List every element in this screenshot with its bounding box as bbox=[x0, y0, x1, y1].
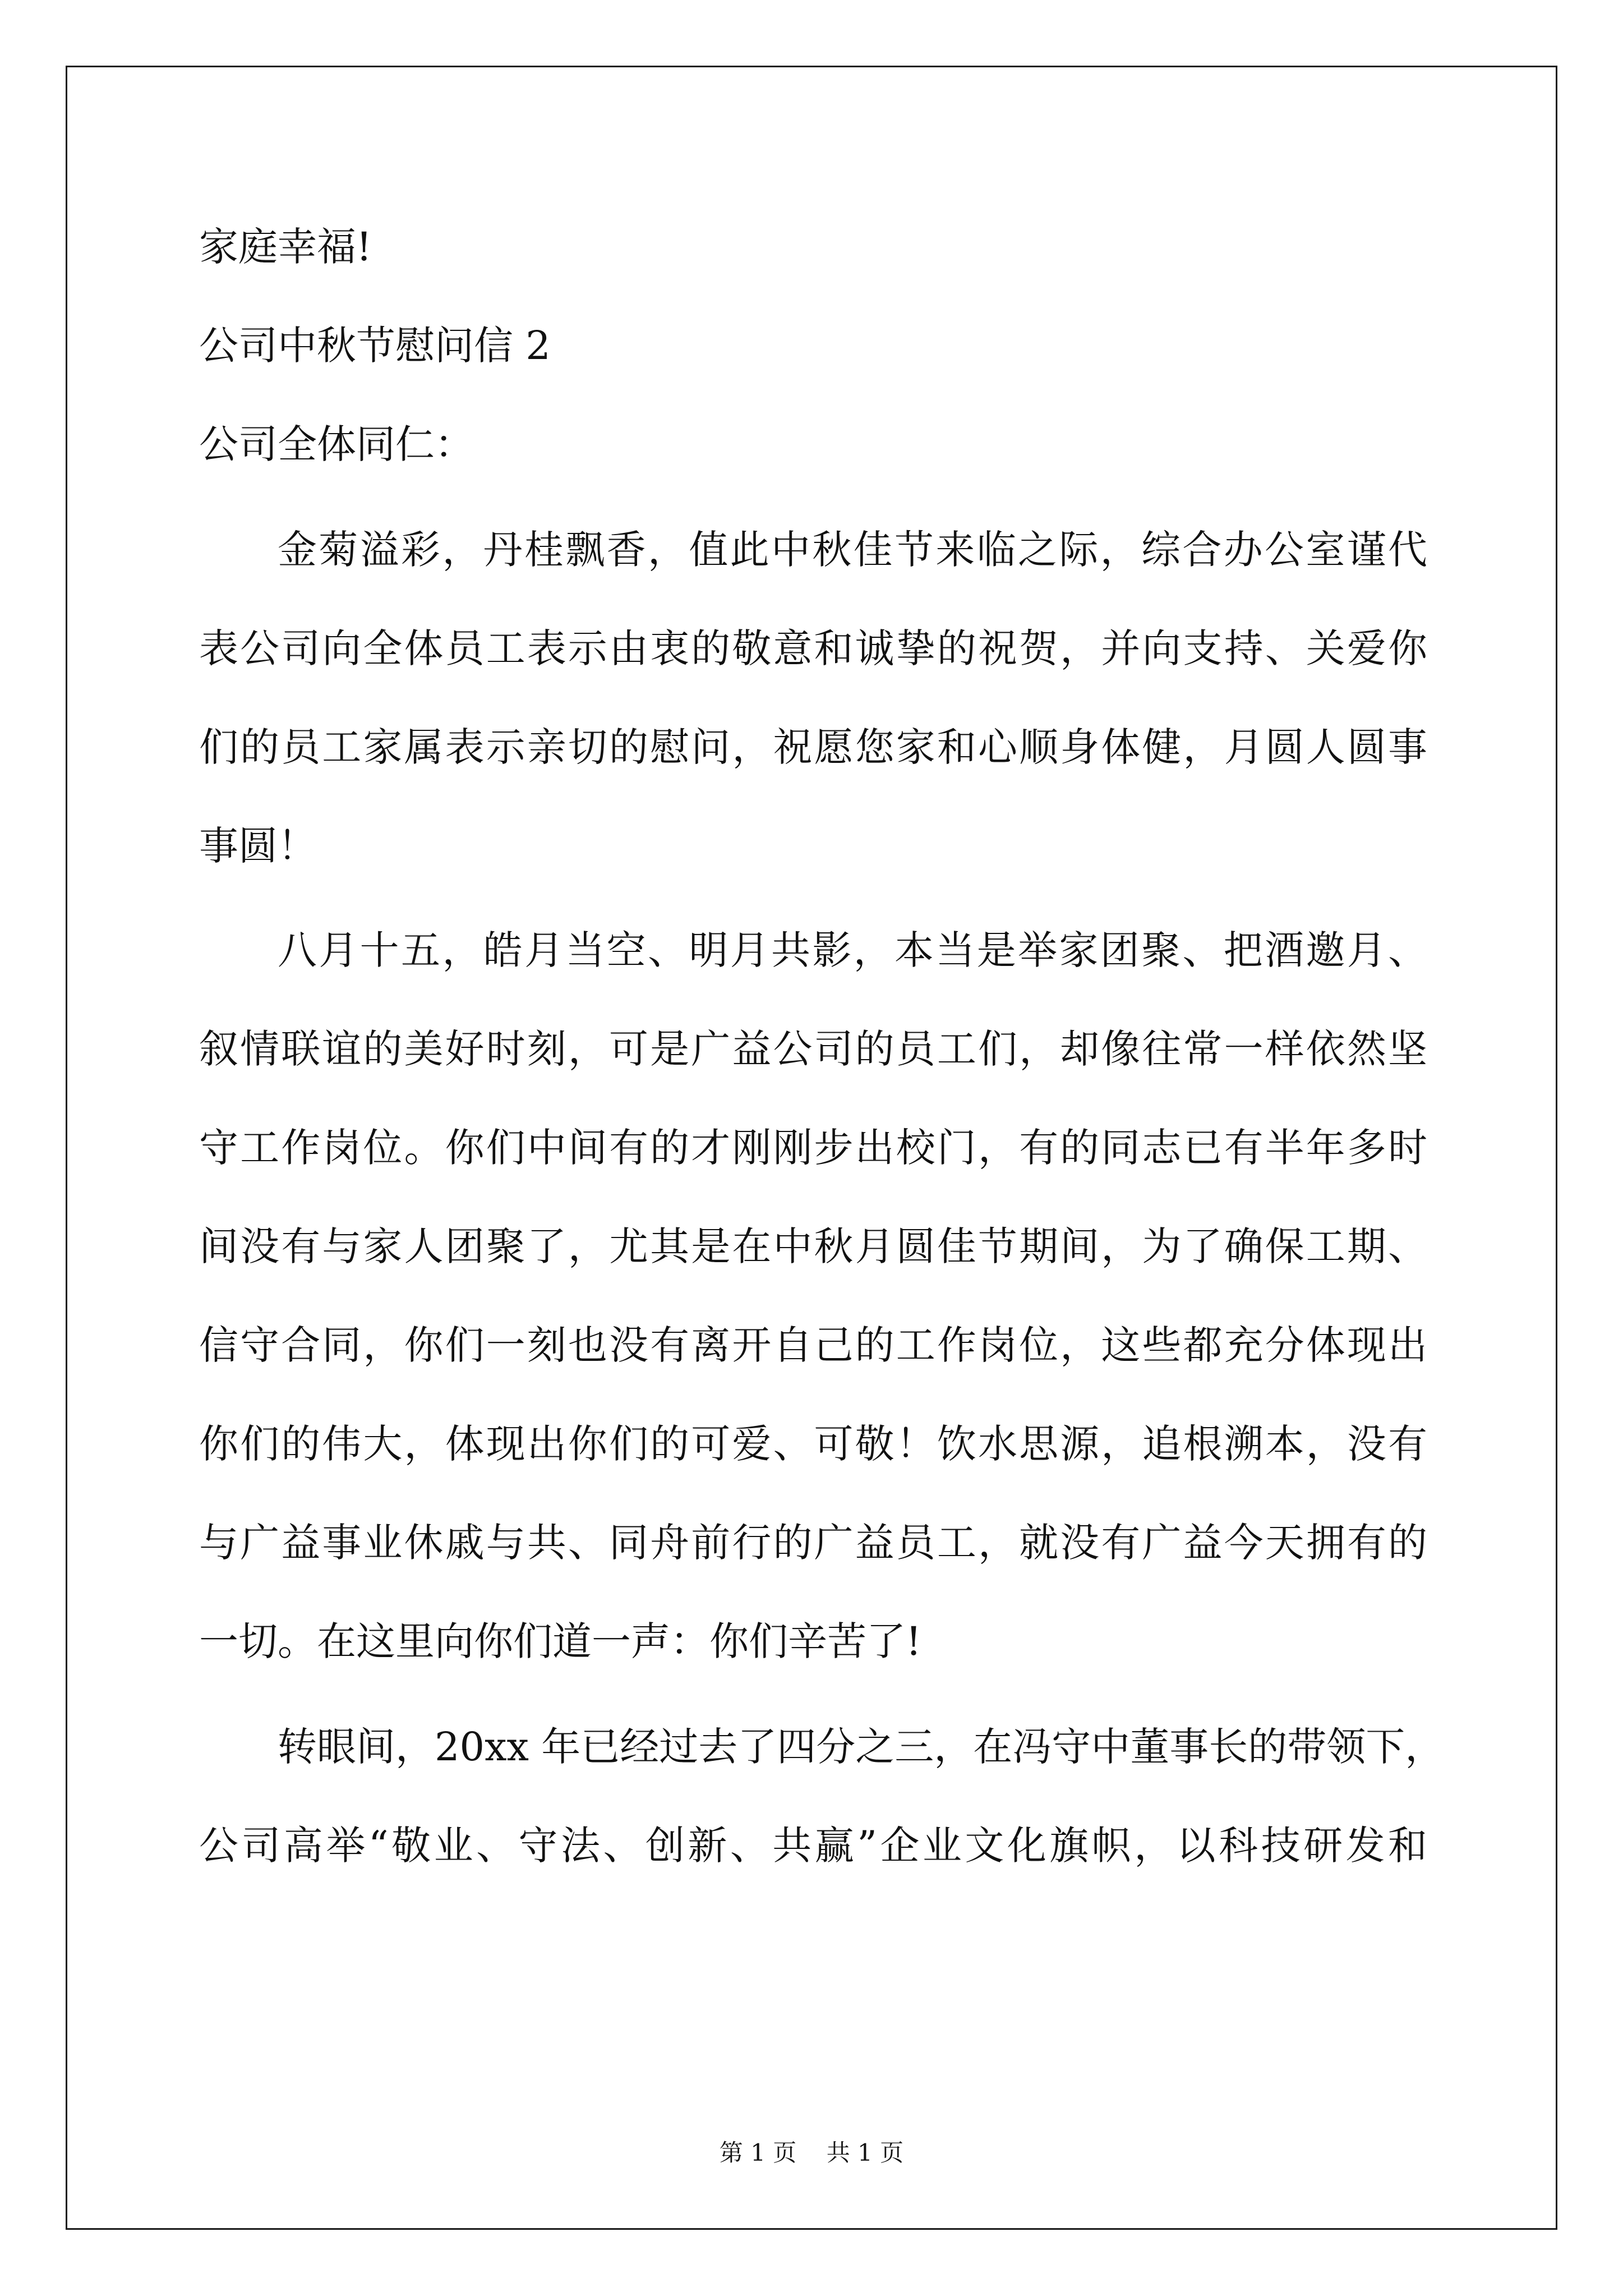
paragraph-line: 表公司向全体员工表示由衷的敬意和诚挚的祝贺，并向支持、关爱你 bbox=[199, 625, 1427, 671]
paragraph-line: 金菊溢彩，丹桂飘香，值此中秋佳节来临之际，综合办公室谨代 bbox=[278, 527, 1427, 573]
paragraph-line: 信守合同，你们一刻也没有离开自己的工作岗位，这些都充分体现出 bbox=[199, 1322, 1427, 1368]
paragraph-line: 们的员工家属表示亲切的慰问，祝愿您家和心顺身体健，月圆人圆事 bbox=[199, 724, 1427, 770]
letter-title: 公司中秋节慰问信 2 bbox=[199, 323, 551, 369]
paragraph-line: 一切。在这里向你们道一声：你们辛苦了! bbox=[199, 1618, 922, 1664]
paragraph-line: 转眼间，20xx 年已经过去了四分之三，在冯守中董事长的带领下， bbox=[278, 1724, 1445, 1770]
salutation: 公司全体同仁： bbox=[199, 421, 474, 467]
page-number-footer: 第 1 页 共 1 页 bbox=[719, 2139, 904, 2166]
paragraph-line: 你们的伟大，体现出你们的可爱、可敬！饮水思源，追根溯本，没有 bbox=[199, 1421, 1427, 1467]
paragraph-line: 公司高举“敬业、守法、创新、共赢”企业文化旗帜，以科技研发和 bbox=[199, 1823, 1427, 1869]
paragraph-line: 间没有与家人团聚了，尤其是在中秋月圆佳节期间，为了确保工期、 bbox=[199, 1223, 1427, 1269]
text-line: 家庭幸福! bbox=[199, 224, 372, 270]
paragraph-line: 与广益事业休戚与共、同舟前行的广益员工，就没有广益今天拥有的 bbox=[199, 1520, 1427, 1566]
paragraph-line: 事圆！ bbox=[199, 823, 317, 869]
paragraph-line: 守工作岗位。你们中间有的才刚刚步出校门，有的同志已有半年多时 bbox=[199, 1125, 1427, 1171]
paragraph-line: 叙情联谊的美好时刻，可是广益公司的员工们，却像往常一样依然坚 bbox=[199, 1026, 1427, 1072]
paragraph-line: 八月十五，皓月当空、明月共影，本当是举家团聚、把酒邀月、 bbox=[278, 927, 1427, 973]
